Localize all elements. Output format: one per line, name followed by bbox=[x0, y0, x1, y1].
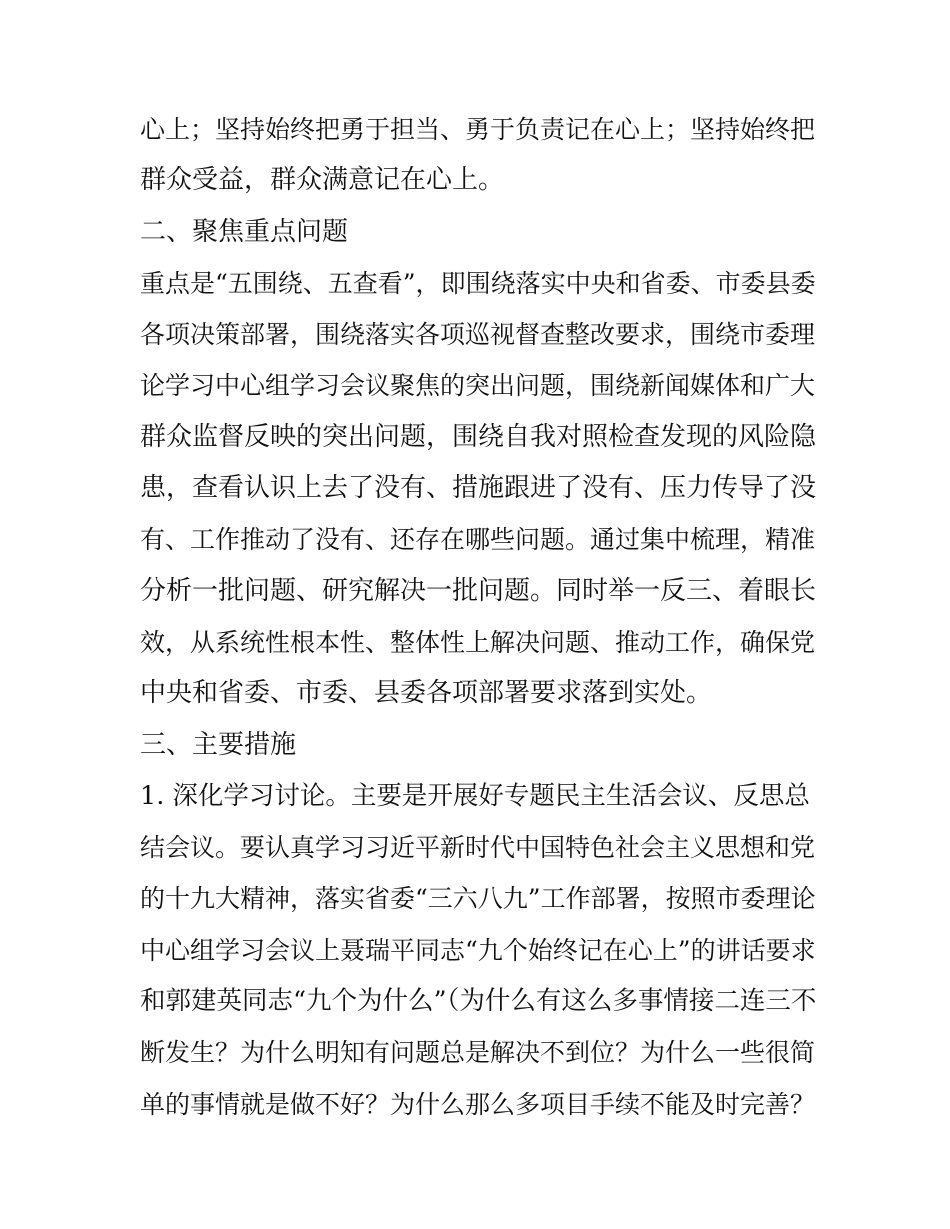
text-line: 心上；坚持始终把勇于担当、勇于负责记在心上；坚持始终把 bbox=[140, 115, 816, 144]
text-line: 各项决策部署，围绕落实各项巡视督查整改要求，围绕市委理 bbox=[140, 320, 816, 350]
section-heading: 三、主要措施 bbox=[140, 729, 297, 760]
text-line: 群众受益，群众满意记在心上。 bbox=[140, 165, 505, 196]
text-line: 分析一批问题、研究解决一批问题。同时举一反三、着眼长 bbox=[140, 575, 817, 606]
text-line: 论学习中心组学习会议聚焦的突出问题，围绕新闻媒体和广大 bbox=[140, 371, 816, 401]
text-line: 1. 深化学习讨论。主要是开展好专题民主生活会议、反思总 bbox=[140, 780, 810, 811]
text-line: 断发生？为什么明知有问题总是解决不到位？为什么一些很简 bbox=[140, 1038, 816, 1068]
text-line: 重点是“五围绕、五查看”，即围绕落实中央和省委、市委县委 bbox=[140, 268, 816, 298]
text-line: 中心组学习会议上聂瑞平同志“九个始终记在心上”的讲话要求 bbox=[140, 935, 816, 965]
text-line: 单的事情就是做不好？为什么那么多项目手续不能及时完善？ bbox=[140, 1089, 816, 1119]
text-line: 的十九大精神，落实省委“三六八九”工作部署，按照市委理论 bbox=[140, 884, 816, 914]
text-line: 患，查看认识上去了没有、措施跟进了没有、压力传导了没 bbox=[140, 473, 817, 504]
text-line: 和郭建英同志“九个为什么”（为什么有这么多事情接二连三不 bbox=[140, 986, 817, 1017]
text-line: 有、工作推动了没有、还存在哪些问题。通过集中梳理，精准 bbox=[140, 525, 816, 555]
text-line: 群众监督反映的突出问题，围绕自我对照检查发现的风险隐 bbox=[140, 421, 817, 452]
text-line: 中央和省委、市委、县委各项部署要求落到实处。 bbox=[140, 678, 713, 709]
text-line: 效，从系统性根本性、整体性上解决问题、推动工作，确保党 bbox=[140, 627, 816, 657]
section-heading: 二、聚焦重点问题 bbox=[140, 216, 349, 247]
document-body bbox=[140, 104, 820, 1130]
text-line: 结会议。要认真学习习近平新时代中国特色社会主义思想和党 bbox=[140, 833, 816, 863]
